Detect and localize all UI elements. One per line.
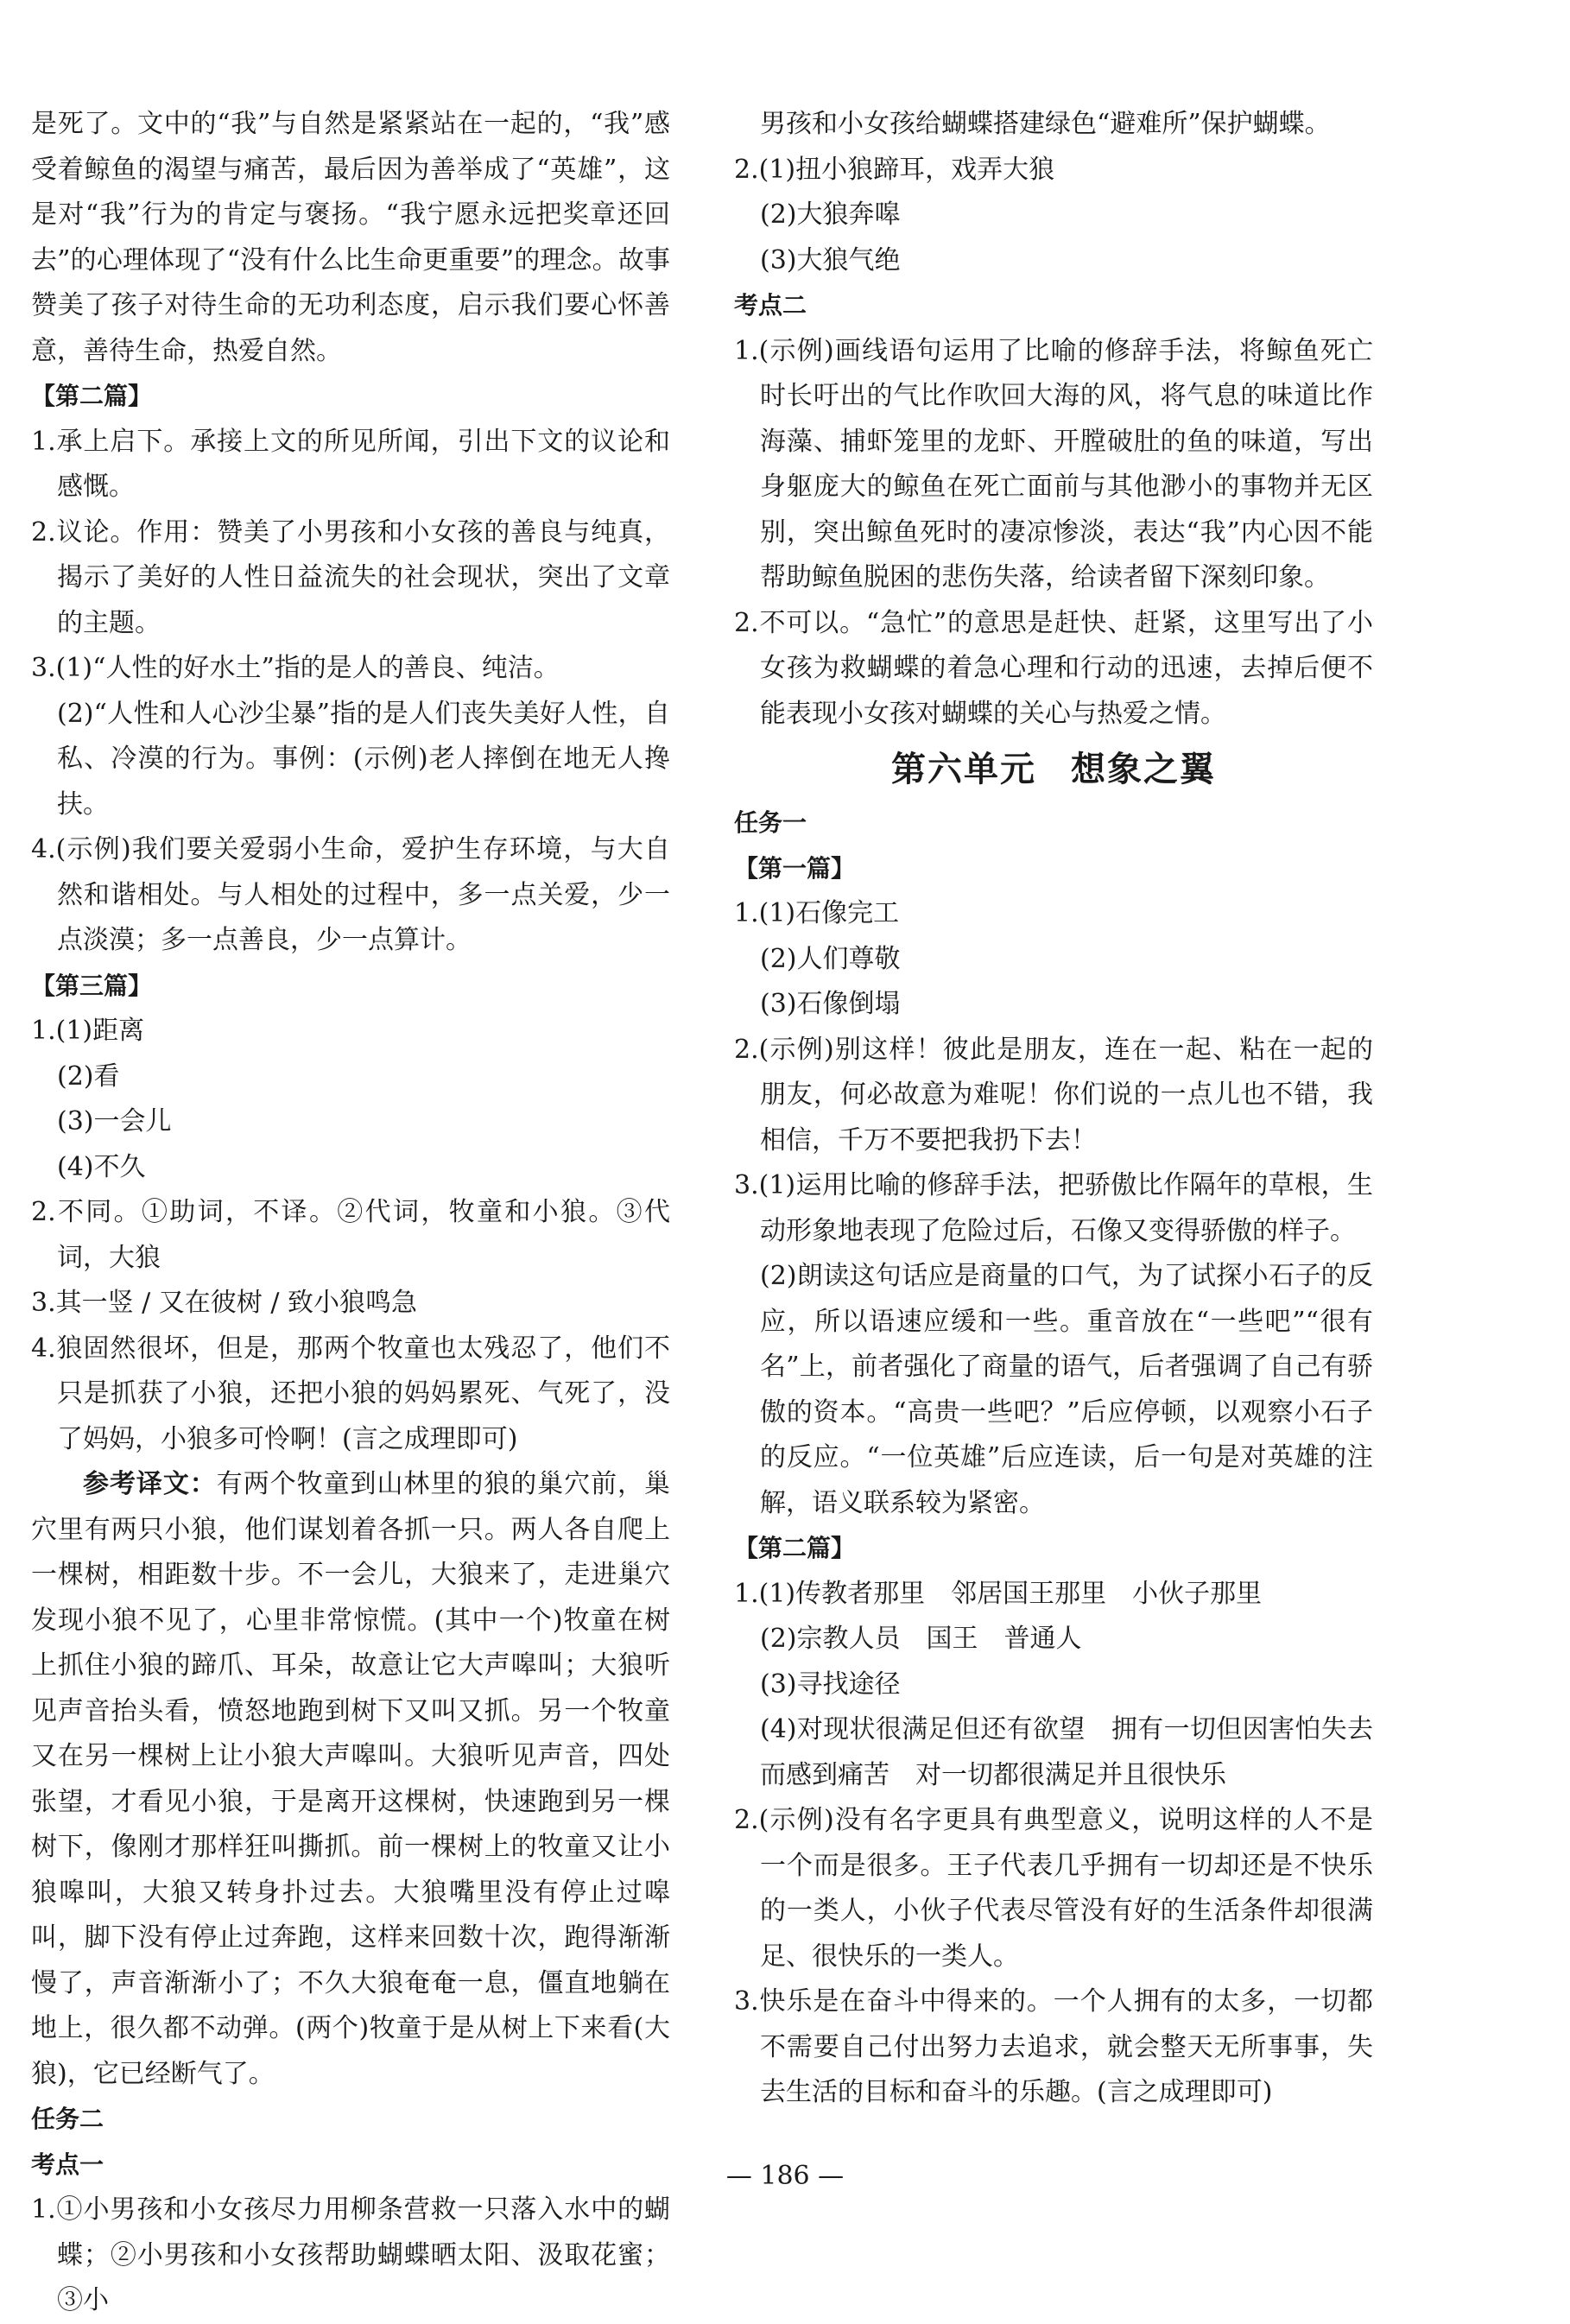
- section-title-3: 【第三篇】: [31, 971, 153, 1000]
- point-one-title: 考点一: [31, 2150, 104, 2179]
- answer-subitem: (3)石像倒塌: [760, 989, 901, 1019]
- unit-number: 第六单元: [891, 750, 1036, 789]
- translation-label: 参考译文：: [83, 1469, 217, 1499]
- reference-translation: [31, 1462, 670, 2097]
- answer-item: 2.不可以。“急忙”的意思是赶快、赶紧，这里写出了小女孩为救蝴蝶的着急心理和行动的迅速，去掉后便不能表现小女孩对蝴蝶的关心与热爱之情。: [734, 607, 1373, 729]
- answer-item: 3.其一竖 / 又在彼树 / 致小狼鸣急: [31, 1288, 417, 1318]
- answer-subitem: (2)宗教人员 国王 普通人: [760, 1624, 1082, 1654]
- section-title-2-unit6: 【第二篇】: [734, 1534, 856, 1562]
- answer-item: 2.(示例)没有名字更具有典型意义，说明这样的人不是一个而是很多。王子代表几乎拥有一切却还是不快乐的一类人，小伙子代表尽管没有好的生活条件却很满足、很快乐的一类人。: [734, 1805, 1373, 1972]
- section-title-2: 【第二篇】: [31, 382, 153, 410]
- answer-item: 1.(1)传教者那里 邻居国王那里 小伙子那里: [734, 1578, 1263, 1609]
- answer-item: 4.狼固然很坏，但是，那两个牧童也太残忍了，他们不只是抓获了小狼，还把小狼的妈妈累死、气死了，没了妈妈，小狼多可怜啊！(言之成理即可): [31, 1333, 670, 1454]
- continued-line: 男孩和小女孩给蝴蝶搭建绿色“避难所”保护蝴蝶。: [760, 109, 1331, 139]
- task-one-title: 任务一: [734, 808, 807, 837]
- page-number: — 186 —: [725, 2161, 845, 2191]
- left-column: [31, 102, 670, 2324]
- intro-paragraph: 是死了。文中的“我”与自然是紧紧站在一起的，“我”感受着鲸鱼的渴望与痛苦，最后因为善举成了“英雄”，这是对“我”行为的肯定与褒扬。“我宁愿永远把奖章还回去”的心理体现了“没有什么比生命更重要”的理念。故事赞美了孩子对待生命的无功利态度，启示我们要心怀善意，善待生命，热爱自然。: [31, 109, 670, 366]
- answer-item: 1.承上启下。承接上文的所见所闻，引出下文的议论和感慨。: [31, 426, 670, 502]
- task-two-title: 任务二: [31, 2105, 104, 2133]
- answer-item: 3.(1)“人性的好水土”指的是人的善良、纯洁。: [31, 653, 560, 683]
- answer-subitem: (2)看: [57, 1061, 120, 1092]
- right-column: [734, 102, 1373, 2116]
- unit-name: 想象之翼: [1071, 750, 1216, 789]
- answer-item: 2.不同。①助词，不译。②代词，牧童和小狼。③代词，大狼: [31, 1197, 670, 1273]
- answer-subitem: (3)大狼气绝: [760, 244, 901, 275]
- answer-subitem: (3)一会儿: [57, 1106, 172, 1137]
- answer-subitem: (4)对现状很满足但还有欲望 拥有一切但因害怕失去而感到痛苦 对一切都很满足并且很快乐: [760, 1714, 1373, 1790]
- answer-item: 2.(示例)别这样！彼此是朋友，连在一起、粘在一起的朋友，何必故意为难呢！你们说的一点儿也不错，我相信，千万不要把我扔下去！: [734, 1034, 1373, 1156]
- answer-subitem: (2)朗读这句话应是商量的口气，为了试探小石子的反应，所以语速应缓和一些。重音放在“一些吧”“很有名”上，前者强化了商量的语气，后者强调了自己有骄傲的资本。“高贵一些吧？”后应停顿，以观察小石子的反应。“一位英雄”后应连读，后一句是对英雄的注解，语义联系较为紧密。: [760, 1261, 1373, 1518]
- answer-subitem: (3)寻找途径: [760, 1669, 901, 1700]
- answer-item: 3.(1)运用比喻的修辞手法，把骄傲比作隔年的草根，生动形象地表现了危险过后，石像又变得骄傲的样子。: [734, 1170, 1373, 1246]
- answer-item: 1.①小男孩和小女孩尽力用柳条营救一只落入水中的蝴蝶；②小男孩和小女孩帮助蝴蝶晒太阳、汲取花蜜；③小: [31, 2194, 670, 2315]
- point-two-title: 考点二: [734, 291, 807, 320]
- answer-subitem: (4)不久: [57, 1151, 146, 1182]
- answer-item: 3.快乐是在奋斗中得来的。一个人拥有的太多，一切都不需要自己付出努力去追求，就会整天无所事事，失去生活的目标和奋斗的乐趣。(言之成理即可): [734, 1986, 1373, 2107]
- answer-item: 1.(1)距离: [31, 1016, 145, 1046]
- answer-subitem: (2)大狼奔嗥: [760, 199, 901, 230]
- answer-subitem: (2)人们尊敬: [760, 943, 901, 974]
- answer-subitem: (2)“人性和人心沙尘暴”指的是人们丧失美好人性，自私、冷漠的行为。事例：(示例)老人摔倒在地无人搀扶。: [57, 698, 670, 820]
- answer-item: 1.(1)石像完工: [734, 898, 900, 928]
- unit-title: [734, 742, 1373, 797]
- answer-item: 4.(示例)我们要关爱弱小生命，爱护生存环境，与大自然和谐相处。与人相处的过程中，多一点关爱，少一点淡漠；多一点善良，少一点算计。: [31, 834, 670, 955]
- answer-item: 2.(1)扭小狼蹄耳，戏弄大狼: [734, 154, 1055, 185]
- section-title-1: 【第一篇】: [734, 853, 856, 883]
- translation-text: 有两个牧童到山林里的狼的巢穴前，巢穴里有两只小狼，他们谋划着各抓一只。两人各自爬上一棵树，相距数十步。不一会儿，大狼来了，走进巢穴发现小狼不见了，心里非常惊慌。(其中一个)牧童在树上抓住小狼的蹄爪、耳朵，故意让它大声嗥叫；大狼听见声音抬头看，愤怒地跑到树下又叫又抓。另一个牧童又在另一棵树上让小狼大声嗥叫。大狼听见声音，四处张望，才看见小狼，于是离开这棵树，快速跑到另一棵树下，像刚才那样狂叫撕抓。前一棵树上的牧童又让小狼嗥叫，大狼又转身扑过去。大狼嘴里没有停止过嗥叫，脚下没有停止过奔跑，这样来回数十次，跑得渐渐慢了，声音渐渐小了；不久大狼奄奄一息，僵直地躺在地上，很久都不动弹。(两个)牧童于是从树上下来看(大狼)，它已经断气了。: [31, 1469, 671, 2089]
- answer-item: 1.(示例)画线语句运用了比喻的修辞手法，将鲸鱼死亡时长吁出的气比作吹回大海的风，将气息的味道比作海藻、捕虾笼里的龙虾、开膛破肚的鱼的味道，写出身躯庞大的鲸鱼在死亡面前与其他渺小的事物并无区别，突出鲸鱼死时的凄凉惨淡，表达“我”内心因不能帮助鲸鱼脱困的悲伤失落，给读者留下深刻印象。: [734, 335, 1373, 592]
- answer-item: 2.议论。作用：赞美了小男孩和小女孩的善良与纯真，揭示了美好的人性日益流失的社会现状，突出了文章的主题。: [31, 516, 670, 638]
